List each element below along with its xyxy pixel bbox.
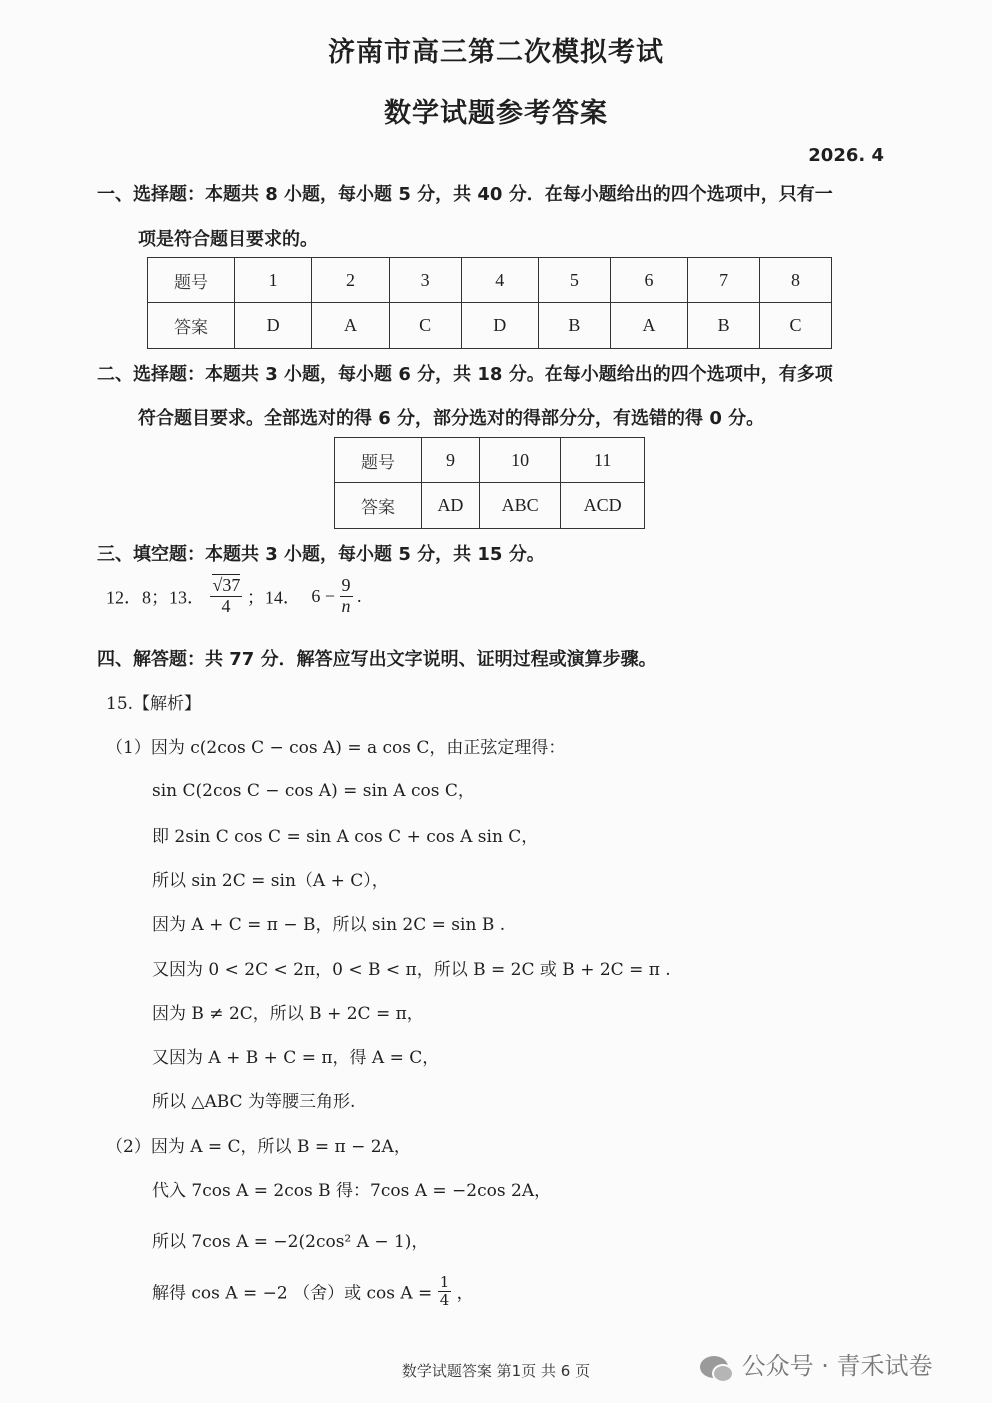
page-footer: 数学试题答案 第1页 共 6 页 — [401, 1362, 591, 1380]
table-cell: A — [312, 303, 389, 349]
table-cell: 10 — [479, 438, 560, 483]
table-cell: 11 — [561, 438, 645, 483]
table-cell: 8 — [760, 258, 832, 303]
table-cell: C — [389, 303, 461, 349]
numerator: 9 — [341, 575, 351, 595]
watermark-text: 公众号 · 青禾试卷 — [741, 1352, 933, 1380]
fraction-cos-a — [438, 1274, 452, 1308]
section2-heading-line2: 符合题目要求。全部选对的得 6 分，部分选对的得部分分，有选错的得 0 分。 — [138, 408, 765, 429]
answer-text: 12．8；13． — [106, 587, 205, 608]
solution-line: 所以 7cos A = −2(2cos² A − 1)， — [152, 1232, 429, 1252]
solution-line: sin C(2cos C − cos A) = sin A cos C， — [152, 781, 475, 801]
table-cell: 6 — [610, 258, 687, 303]
answer-text: 6 − — [311, 585, 336, 606]
solution-line: 因为 A + C = π − B，所以 sin 2C = sin B . — [152, 915, 506, 935]
sqrt-expression: √37 — [212, 575, 241, 595]
table-cell: 9 — [422, 438, 480, 483]
solution-line — [152, 1274, 474, 1308]
section4-heading: 四、解答题：共 77 分．解答应写出文字说明、证明过程或演算步骤。 — [97, 649, 657, 670]
solution-text: 解得 cos A = −2 （舍）或 cos A = — [152, 1283, 433, 1304]
fraction-q14 — [340, 576, 353, 617]
table-cell: ABC — [479, 483, 560, 529]
table-cell: ACD — [561, 483, 645, 529]
section2-answer-table — [334, 437, 645, 529]
section1-heading-line1: 一、选择题：本题共 8 小题，每小题 5 分，共 40 分．在每小题给出的四个选项中，只有一 — [97, 184, 833, 205]
solution-line: 代入 7cos A = 2cos B 得：7cos A = −2cos 2A， — [152, 1181, 552, 1201]
table-cell: 7 — [688, 258, 760, 303]
solution-line: （1）因为 c(2cos C − cos A) = a cos C，由正弦定理得： — [106, 738, 566, 758]
section1-heading-line2: 项是符合题目要求的。 — [138, 229, 318, 250]
table-cell: B — [538, 303, 610, 349]
table-header-number: 题号 — [148, 258, 235, 303]
table-cell: 3 — [389, 258, 461, 303]
fraction-q13 — [210, 576, 243, 617]
wechat-icon — [700, 1356, 728, 1378]
table-row — [335, 483, 645, 529]
q15-title: 15.【解析】 — [106, 694, 202, 714]
solution-text: ， — [456, 1283, 474, 1304]
table-cell: AD — [422, 483, 480, 529]
denominator: 4 — [221, 595, 231, 616]
denominator: 4 — [439, 1290, 450, 1309]
table-cell: D — [461, 303, 538, 349]
table-row — [335, 438, 645, 483]
page-subtitle: 数学试题参考答案 — [384, 98, 608, 129]
solution-line: 又因为 0 < 2C < 2π，0 < B < π，所以 B = 2C 或 B + 2C = π . — [152, 960, 671, 980]
table-header-answer: 答案 — [335, 483, 422, 529]
answer-text: ；14． — [246, 587, 301, 608]
table-cell: 1 — [235, 258, 312, 303]
solution-line: 即 2sin C cos C = sin A cos C + cos A sin C， — [152, 827, 539, 847]
table-row — [148, 258, 832, 303]
exam-date: 2026. 4 — [808, 145, 884, 166]
fill-in-answers — [106, 576, 362, 617]
solution-line: 所以 △ABC 为等腰三角形. — [152, 1092, 356, 1112]
section3-heading: 三、填空题：本题共 3 小题，每小题 5 分，共 15 分。 — [97, 544, 545, 565]
denominator: n — [341, 595, 351, 616]
table-header-number: 题号 — [335, 438, 422, 483]
table-header-answer: 答案 — [148, 303, 235, 349]
table-cell: B — [688, 303, 760, 349]
section2-heading-line1: 二、选择题：本题共 3 小题，每小题 6 分，共 18 分。在每小题给出的四个选项中，有多项 — [97, 364, 833, 385]
section1-answer-table — [147, 257, 832, 349]
table-cell: 4 — [461, 258, 538, 303]
table-cell: 5 — [538, 258, 610, 303]
watermark — [700, 1346, 933, 1381]
answer-text: . — [357, 585, 362, 606]
solution-line: （2）因为 A = C，所以 B = π − 2A， — [106, 1137, 411, 1157]
table-row — [148, 303, 832, 349]
table-cell: 2 — [312, 258, 389, 303]
table-cell: D — [235, 303, 312, 349]
table-cell: C — [760, 303, 832, 349]
solution-line: 因为 B ≠ 2C，所以 B + 2C = π， — [152, 1004, 424, 1024]
table-cell: A — [610, 303, 687, 349]
numerator: 1 — [439, 1273, 450, 1291]
solution-line: 又因为 A + B + C = π，得 A = C， — [152, 1048, 440, 1068]
solution-line: 所以 sin 2C = sin（A + C）， — [152, 871, 389, 891]
page-title: 济南市高三第二次模拟考试 — [328, 37, 664, 68]
